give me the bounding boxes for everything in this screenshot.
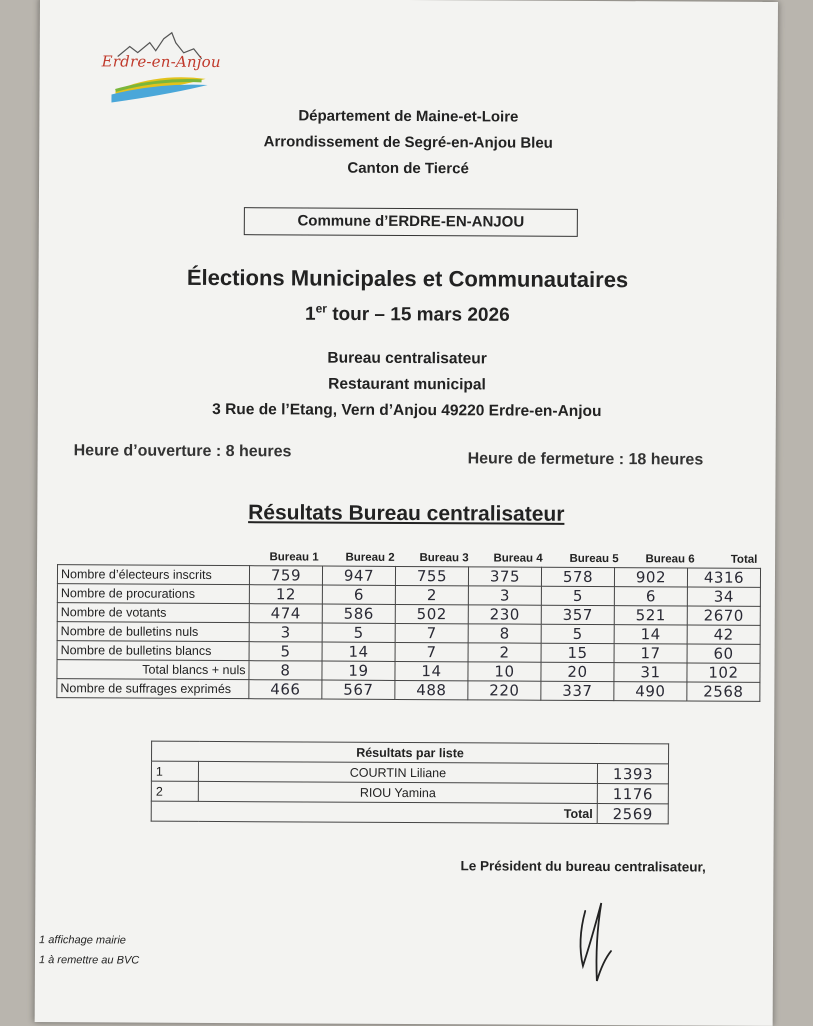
location-bureau: Bureau centralisateur [327,349,487,368]
opening-hour: Heure d’ouverture : 8 heures [73,442,292,461]
cell-value: 8 [249,661,322,680]
cell-value: 3 [468,586,541,605]
cell-value: 578 [541,567,614,586]
cell-total: 2670 [687,606,760,625]
cell-value: 6 [614,587,687,606]
cell-value: 490 [614,682,687,701]
cell-total: 34 [687,587,760,606]
commune-logo [97,28,237,109]
row-label: Nombre de suffrages exprimés [57,679,249,699]
election-title: Élections Municipales et Communautaires [186,264,629,293]
paper-sheet [35,0,778,1026]
cell-value: 5 [541,586,614,605]
col-header-total: Total [730,553,758,566]
cell-value: 375 [468,567,541,586]
results-table [56,564,761,702]
list-header-row [152,741,669,764]
list-row [151,781,668,804]
cell-value: 14 [395,661,468,680]
row-label: Nombre de bulletins nuls [57,622,249,642]
cell-value: 12 [249,585,322,604]
cell-value: 2 [468,643,541,662]
list-votes: 1176 [597,783,668,803]
row-label: Nombre d’électeurs inscrits [57,565,249,585]
col-header-bureau-2: Bureau 2 [345,551,395,564]
col-header-bureau-1: Bureau 1 [269,551,319,564]
list-number: 1 [151,761,198,781]
list-total-value: 2569 [597,803,668,823]
cell-value: 5 [249,642,322,661]
location-venue: Restaurant municipal [328,375,486,394]
cell-value: 230 [468,605,541,624]
commune-box: Commune d’ERDRE-EN-ANJOU [244,207,578,237]
header-canton: Canton de Tiercé [347,159,469,178]
cell-total: 60 [687,644,760,663]
list-results-table [151,741,669,825]
closing-hour: Heure de fermeture : 18 heures [467,450,704,469]
location-address: 3 Rue de l’Etang, Vern d’Anjou 49220 Erdre-en-Anjou [212,400,602,421]
table-row [57,679,760,702]
cell-value: 567 [322,680,395,699]
cell-value: 19 [322,661,395,680]
cell-value: 337 [541,681,614,700]
note-bvc: 1 à remettre au BVC [38,954,140,967]
row-label: Nombre de votants [57,603,249,623]
cell-value: 3 [249,623,322,642]
col-header-bureau-4: Bureau 4 [493,552,543,565]
list-results-title: Résultats par liste [152,741,669,764]
cell-value: 10 [468,662,541,681]
tour-date: tour – 15 mars 2026 [326,303,510,326]
list-row [151,761,668,784]
tour-number: 1 [304,303,316,325]
row-label: Nombre de procurations [57,584,249,604]
cell-value: 31 [614,663,687,682]
cell-value: 759 [249,566,322,585]
cell-value: 586 [322,604,395,623]
logo-text: Erdre-en-Anjou [101,52,221,72]
list-total-label: Total [151,801,597,823]
list-candidate-name: COURTIN Liliane [198,761,597,783]
cell-value: 755 [395,566,468,585]
col-header-bureau-5: Bureau 5 [569,552,619,566]
row-label: Total blancs + nuls [57,660,249,680]
cell-value: 15 [541,643,614,662]
cell-value: 947 [322,566,395,585]
cell-total: 102 [687,663,760,682]
cell-value: 466 [249,680,322,699]
cell-value: 5 [322,623,395,642]
cell-value: 902 [614,568,687,587]
header-arrondissement: Arrondissement de Segré-en-Anjou Bleu [263,133,553,152]
cell-value: 488 [395,680,468,699]
cell-value: 357 [541,605,614,624]
cell-value: 6 [322,585,395,604]
cell-value: 474 [249,604,322,623]
tour-superscript: er [315,301,328,316]
row-label: Nombre de bulletins blancs [57,641,249,661]
list-candidate-name: RIOU Yamina [198,781,597,803]
election-subtitle [38,300,776,328]
cell-value: 8 [468,624,541,643]
handwritten-signature [555,881,636,1001]
cell-total: 4316 [687,568,760,587]
cell-value: 14 [322,642,395,661]
signature-caption: Le Président du bureau centralisateur, [460,858,706,875]
cell-value: 7 [395,623,468,642]
cell-value: 2 [395,585,468,604]
cell-value: 17 [614,644,687,663]
cell-total: 2568 [687,682,760,701]
cell-value: 14 [614,625,687,644]
cell-value: 521 [614,606,687,625]
results-title: Résultats Bureau centralisateur [248,501,565,526]
list-total-row [151,801,668,824]
cell-value: 502 [395,604,468,623]
note-affichage: 1 affichage mairie [39,934,126,947]
cell-value: 5 [541,624,614,643]
list-number: 2 [151,781,198,801]
col-header-bureau-3: Bureau 3 [419,552,469,565]
cell-value: 7 [395,642,468,661]
cell-value: 220 [468,681,541,700]
list-votes: 1393 [597,763,668,783]
header-department: Département de Maine-et-Loire [298,107,519,126]
col-header-bureau-6: Bureau 6 [645,553,695,566]
cell-value: 20 [541,662,614,681]
cell-total: 42 [687,625,760,644]
